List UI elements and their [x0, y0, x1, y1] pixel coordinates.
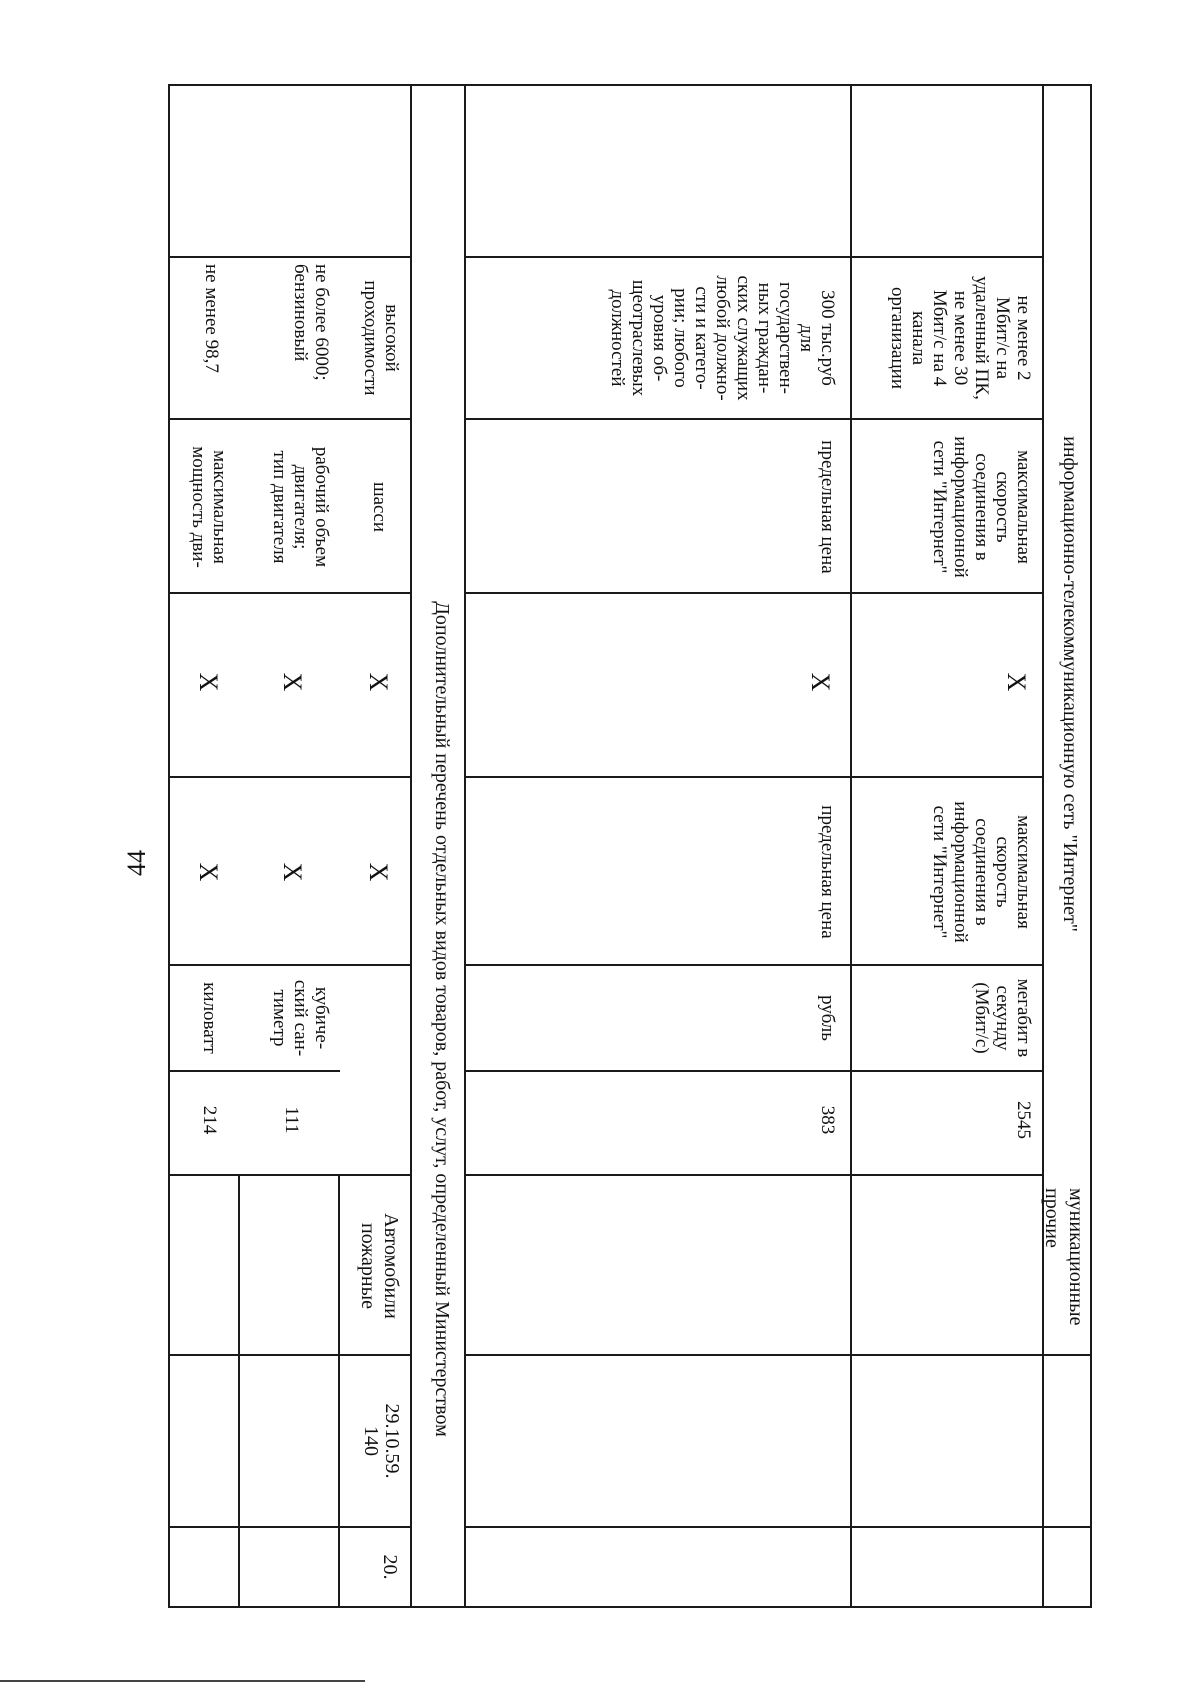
cell-val-x: X: [364, 672, 393, 692]
cell-char-speed-b: максимальная скорость соединения в информационной сети "Интернет": [929, 436, 1034, 578]
col-line-unit: [466, 964, 1044, 966]
cell-char-engine: рабочий объем двигателя; тип двигателя: [269, 446, 332, 568]
col-line-char-a: [466, 776, 1044, 778]
table-border-right: [168, 1606, 1092, 1608]
line-internet-header: [1042, 84, 1044, 1608]
additional-list-header: Дополнительный перечень отдельных видов товаров, работ, услут, определенный Министерством: [431, 601, 453, 1437]
col-line-char-a: [168, 776, 412, 778]
rotated-table: [168, 84, 1092, 1608]
line-row-chassis: [338, 1174, 340, 1608]
cell-val-x: X: [278, 862, 307, 882]
item-okpd-code: 29.10.59. 140: [360, 1403, 403, 1479]
cell-val-speed: не менее 2 Мбит/с на удаленный ПК, не менее 30 Мбит/с на 4 канала организации: [887, 276, 1034, 400]
cell-char-price-b: предельная цена: [817, 440, 838, 574]
cell-val-x: X: [364, 862, 393, 882]
cell-unit-rubl: рубль: [817, 995, 838, 1041]
line-row-111: [238, 1174, 240, 1608]
cell-unit-cm3: кубиче- ский сан- тиметр: [269, 979, 332, 1057]
page-number: 44: [122, 850, 151, 876]
cell-char-chassis: шасси: [369, 481, 390, 533]
table-border-top: [1090, 84, 1092, 1608]
internet-section-header: информационно-телекоммуникационную сеть "Интернет": [1059, 436, 1081, 932]
col-line-code: [168, 1070, 340, 1072]
item-number: 20.: [379, 1554, 401, 1580]
col-line-unit: [168, 964, 412, 966]
cell-val-chassis: высокой проходимости: [360, 280, 402, 396]
item-name: Автомобили пожарные: [357, 1213, 402, 1319]
col-line-name: [168, 1174, 412, 1176]
cell-unit-kw: киловатт: [199, 982, 220, 1054]
cell-code-214: 214: [199, 1105, 220, 1135]
col-line-okpd: [168, 1354, 412, 1356]
cell-unit-mbps: мегабит в секунду (Мбит/с): [971, 978, 1034, 1058]
col-line-name: [466, 1174, 1044, 1176]
prev-item-name: муникационные прочие: [1041, 1188, 1087, 1326]
cell-val-x: X: [278, 672, 307, 692]
col-line-val-a: [466, 592, 1044, 594]
cell-char-speed-a: максимальная скорость соединения в информационной сети "Интернет": [929, 801, 1034, 943]
cell-val-engine: не более 6000; бензиновый: [290, 264, 332, 381]
footer-rule: [0, 1680, 365, 1682]
col-line-item-num: [168, 1526, 412, 1528]
cell-code-2545: 2545: [1013, 1101, 1034, 1139]
table-border-left: [168, 84, 1092, 86]
cell-val-x: X: [194, 672, 223, 692]
col-line-item-num: [466, 1526, 1092, 1528]
cell-val-power: не менее 98,7: [201, 264, 222, 373]
cell-char-price-a: предельная цена: [817, 805, 838, 939]
line-section-top: [464, 84, 466, 1608]
cell-val-x: X: [1002, 672, 1031, 692]
line-row-2545: [850, 84, 852, 1608]
col-line-okpd: [466, 1354, 1092, 1356]
cell-char-power: максимальная мощность дви-: [188, 446, 230, 568]
cell-val-x: X: [806, 672, 835, 692]
table-border-bottom: [168, 84, 170, 1608]
col-line-code: [466, 1070, 1044, 1072]
cell-val-price: 300 тыс.руб для государствен- ных граждан- ских служащих любой должно- сти и катего- рии; любого уровня об- щеотраслевых должностей: [607, 275, 838, 401]
cell-code-383: 383: [817, 1105, 838, 1135]
cell-val-x: X: [194, 862, 223, 882]
line-section-bottom: [410, 84, 412, 1608]
cell-code-111: 111: [281, 1106, 302, 1134]
